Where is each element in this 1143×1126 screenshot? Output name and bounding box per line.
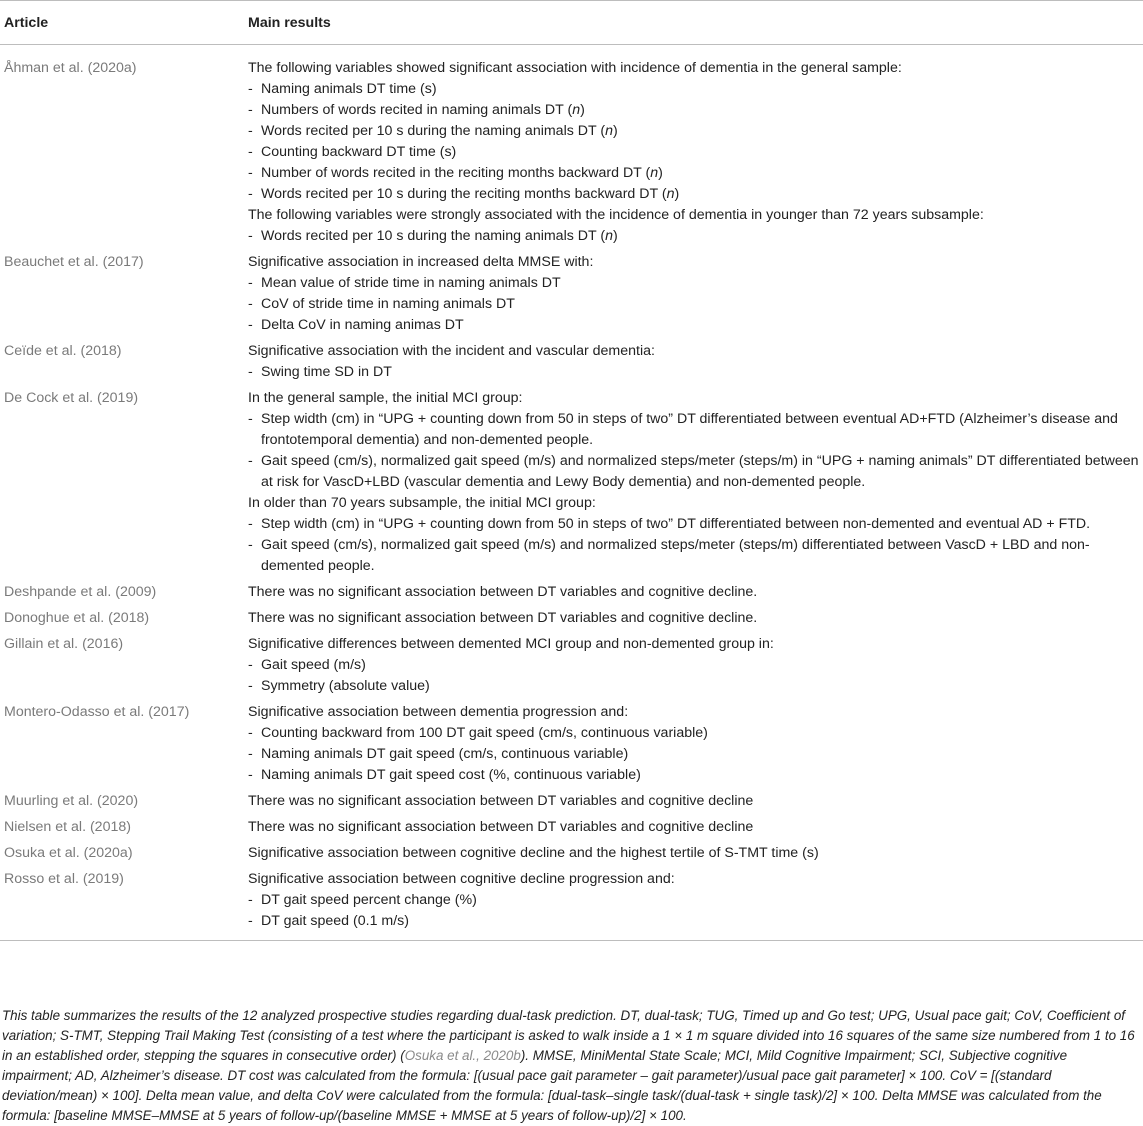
text-run: Naming animals DT time (s) [261, 81, 437, 97]
text-run: There was no significant association between DT variables and cognitive decline. [248, 610, 758, 626]
text-run: Significative association between cognitive decline and the highest tertile of S-TMT time (s) [248, 845, 819, 861]
text-run: Numbers of words recited in naming animals DT ( [261, 102, 573, 118]
result-text [248, 388, 1141, 409]
text-run: Gait speed (cm/s), normalized gait speed (m/s) and normalized steps/meter (steps/m) differentiated between VascD + LBD and non-demented people. [261, 537, 1090, 574]
result-text [248, 791, 1141, 812]
text-run: There was no significant association between DT variables and cognitive decline [248, 819, 754, 835]
table-row [0, 788, 1143, 814]
result-bullet [248, 744, 1141, 765]
text-run: Step width (cm) in “UPG + counting down from 50 in steps of two” DT differentiated between non-demented and eventual AD + FTD. [261, 516, 1091, 532]
result-bullet [248, 723, 1141, 744]
table-row [0, 45, 1143, 250]
main-results-cell [243, 249, 1143, 338]
text-run: ) [612, 123, 618, 139]
main-results-cell [243, 699, 1143, 788]
text-run: DT gait speed percent change (%) [261, 892, 477, 908]
result-text [248, 702, 1141, 723]
text-run: Counting backward from 100 DT gait speed (cm/s, continuous variable) [261, 725, 708, 741]
text-run: The following variables showed significant association with incidence of dementia in the general sample: [248, 60, 902, 76]
article-cell: Ceïde et al. (2018) [4, 343, 122, 359]
main-results-cell [243, 866, 1143, 941]
text-run: Naming animals DT gait speed cost (%, continuous variable) [261, 767, 641, 783]
article-cell: Nielsen et al. (2018) [4, 819, 131, 835]
result-bullet [248, 142, 1141, 163]
main-results-cell [243, 338, 1143, 385]
text-run: Gait speed (m/s) [261, 657, 366, 673]
text-run: Delta CoV in naming animas DT [261, 317, 464, 333]
article-cell: Gillain et al. (2016) [4, 636, 124, 652]
main-results-cell [243, 579, 1143, 605]
main-results-cell [243, 814, 1143, 840]
header-article: Article [0, 1, 243, 45]
italic-variable: n [572, 102, 581, 118]
text-run: Step width (cm) in “UPG + counting down from 50 in steps of two” DT differentiated between eventual AD+FTD (Alzheimer’s disease and frontotemporal dementia) and non-demented people. [261, 411, 1118, 448]
result-bullet [248, 655, 1141, 676]
text-run: This table summarizes the results of the 12 analyzed prospective studies regarding dual-task prediction. DT, dual-task; TUG, Timed up and Go test; UPG, Usual pace gait; CoV, Coefficient of variation; S-TMT, Stepping Trail Making Test (consisting of a test where the participant is asked to walk inside a 1 × 1 m square divided into 16 squares of the same size numbered from 1 to 16 in an established order, stepping the squares in consecutive order) ( [2, 1008, 1135, 1063]
result-text [248, 608, 1141, 629]
text-run: Significative differences between demented MCI group and non-demented group in: [248, 636, 774, 652]
result-bullet [248, 535, 1141, 577]
article-cell: Åhman et al. (2020a) [4, 60, 137, 76]
result-bullet [248, 765, 1141, 786]
article-cell: Rosso et al. (2019) [0, 866, 243, 941]
text-run: ). MMSE, MiniMental State Scale; MCI, Mild Cognitive Impairment; SCI, Subjective cognitive impairment; AD, Alzheimer’s disease. DT cost was calculated from the formula: [(usual pace gait parameter – gait parameter)/usual pace gait parameter] × 100. CoV = [(standard deviation/mean) × 100]. Delta mean value, and delta CoV were calculated from the formula: [dual-task–single task/(dual-task + single task)/2] × 100. Delta MMSE was calculated from the formula: [baseline MMSE–MMSE at 5 years of follow-up/(baseline MMSE + MMSE at 5 years of follow-up)/2] × 100. [2, 1048, 1102, 1123]
result-text [248, 634, 1141, 655]
table-row [0, 338, 1143, 385]
result-bullet [248, 409, 1141, 451]
result-text [248, 843, 1141, 864]
result-bullet [248, 315, 1141, 336]
result-text [248, 582, 1141, 603]
article-cell: Osuka et al. (2020a) [4, 845, 133, 861]
main-results-cell [243, 385, 1143, 579]
text-run: Words recited per 10 s during the naming animals DT ( [261, 123, 606, 139]
italic-variable: n [666, 186, 675, 202]
result-text [248, 58, 1141, 79]
article-cell: Muurling et al. (2020) [4, 793, 139, 809]
result-text [248, 817, 1141, 838]
text-run: Words recited per 10 s during the naming animals DT ( [261, 228, 606, 244]
main-results-cell [243, 605, 1143, 631]
header-main-results: Main results [243, 1, 1143, 45]
result-bullet [248, 163, 1141, 184]
table-row [0, 814, 1143, 840]
result-bullet [248, 273, 1141, 294]
text-run: Swing time SD in DT [261, 364, 392, 380]
result-bullet [248, 362, 1141, 383]
citation-link[interactable]: Osuka et al., 2020b [404, 1048, 521, 1063]
result-bullet [248, 451, 1141, 493]
text-run: DT gait speed (0.1 m/s) [261, 913, 409, 929]
italic-variable: n [605, 228, 613, 244]
result-text [248, 205, 1141, 226]
text-run: Symmetry (absolute value) [261, 678, 430, 694]
result-text [248, 869, 1141, 890]
result-bullet [248, 100, 1141, 121]
result-text [248, 493, 1141, 514]
text-run: There was no significant association between DT variables and cognitive decline. [248, 584, 758, 600]
text-run: There was no significant association between DT variables and cognitive decline [248, 793, 754, 809]
text-run: Gait speed (cm/s), normalized gait speed (m/s) and normalized steps/meter (steps/m) in “UPG + naming animals” DT differentiated between at risk for VascD+LBD (vascular dementia and Lewy Body dementia) and non-demented people. [261, 453, 1139, 490]
result-bullet [248, 226, 1141, 247]
text-run: ) [612, 228, 618, 244]
text-run: Counting backward DT time (s) [261, 144, 457, 160]
italic-variable: n [605, 123, 613, 139]
text-run: Significative association between dementia progression and: [248, 704, 629, 720]
text-run: The following variables were strongly associated with the incidence of dementia in younger than 72 years subsample: [248, 207, 984, 223]
table-row [0, 866, 1143, 941]
table-row [0, 579, 1143, 605]
table-row [0, 840, 1143, 866]
text-run: Number of words recited in the reciting months backward DT ( [261, 165, 651, 181]
table-footnote [2, 1006, 1138, 1126]
result-bullet [248, 294, 1141, 315]
article-cell: Beauchet et al. (2017) [4, 254, 144, 270]
table-header-row [0, 1, 1143, 45]
table-body [0, 45, 1143, 941]
result-bullet [248, 121, 1141, 142]
result-bullet [248, 79, 1141, 100]
result-text [248, 252, 1141, 273]
article-cell: De Cock et al. (2019) [4, 390, 139, 406]
result-text [248, 341, 1141, 362]
table-row [0, 699, 1143, 788]
table-row [0, 605, 1143, 631]
text-run: Naming animals DT gait speed (cm/s, continuous variable) [261, 746, 629, 762]
result-bullet [248, 676, 1141, 697]
text-run: CoV of stride time in naming animals DT [261, 296, 515, 312]
italic-variable: n [650, 165, 659, 181]
text-run: Significative association with the incident and vascular dementia: [248, 343, 655, 359]
article-cell: Donoghue et al. (2018) [4, 610, 150, 626]
text-run: Significative association in increased delta MMSE with: [248, 254, 594, 270]
result-bullet [248, 184, 1141, 205]
main-results-cell [243, 631, 1143, 699]
text-run: ) [674, 186, 680, 202]
text-run: Mean value of stride time in naming animals DT [261, 275, 561, 291]
main-results-cell [243, 788, 1143, 814]
article-cell: Montero-Odasso et al. (2017) [4, 704, 190, 720]
table-row [0, 631, 1143, 699]
table-row [0, 385, 1143, 579]
text-run: In the general sample, the initial MCI group: [248, 390, 523, 406]
result-bullet [248, 890, 1141, 911]
text-run: ) [580, 102, 585, 118]
text-run: In older than 70 years subsample, the initial MCI group: [248, 495, 596, 511]
table-row [0, 249, 1143, 338]
main-results-cell [243, 840, 1143, 866]
text-run: Significative association between cognitive decline progression and: [248, 871, 675, 887]
result-bullet [248, 514, 1141, 535]
result-bullet [248, 911, 1141, 932]
main-results-cell [243, 45, 1143, 250]
text-run: ) [658, 165, 663, 181]
text-run: Words recited per 10 s during the reciting months backward DT ( [261, 186, 667, 202]
article-cell: Deshpande et al. (2009) [4, 584, 157, 600]
